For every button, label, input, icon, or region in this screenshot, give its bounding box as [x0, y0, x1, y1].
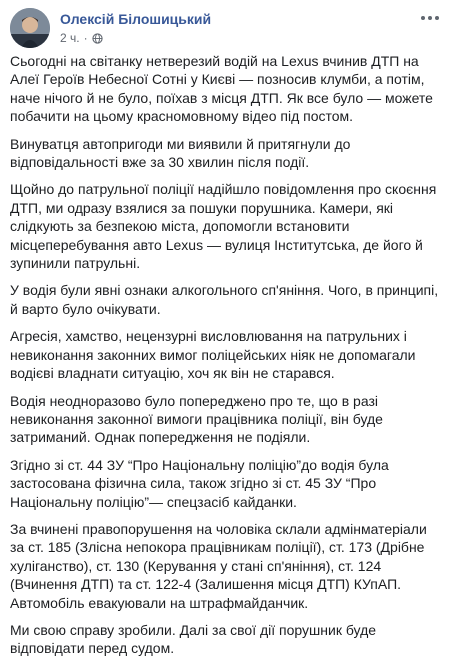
globe-icon[interactable] [92, 33, 103, 44]
post-paragraph: Ми свою справу зробили. Далі за свої дії порушник буде відповідати перед судом. [10, 621, 377, 657]
author-name[interactable]: Олексій Білошицький [60, 11, 212, 27]
more-options-icon[interactable] [418, 10, 442, 26]
post-header [10, 8, 442, 48]
author-avatar[interactable] [10, 8, 50, 48]
post-paragraph: У водія були явні ознаки алкогольного сп'яніння. Чого, в принципі, й варто було очікувати. [10, 282, 439, 317]
post-text [10, 52, 440, 667]
post-paragraph: Згідно зі ст. 44 ЗУ “Про Національну поліцію”до водія була застосована фізична сила, також згідно зі ст. 45 ЗУ “Про Національну поліцію”— спецзасіб кайданки. [10, 456, 389, 510]
post-paragraph: Агресія, хамство, нецензурні висловлювання на патрульних і невиконання законних вимог поліцейських ніяк не допомагали водієві владнати ситуацію, хоч як він не старався. [10, 328, 416, 382]
post-paragraph: Щойно до патрульної поліції надійшло повідомлення про скоєння ДТП, ми одразу взялися за пошуки порушника. Камери, які слідкують за безпекою міста, допомогли встановити місцеперебування авто Lexus — вулиця Інститутська, де його й зупинили патрульні. [10, 181, 437, 272]
post-paragraph: Винуватця автопригоди ми виявили й притягнули до відповідальності вже за 30 хвилин після події. [10, 135, 351, 171]
post-paragraph: Водія неодноразово було попереджено про те, що в разі невиконання законної вимоги працівника поліції, він буде затриманий. Однак попередження не подіяли. [10, 392, 383, 446]
post-time[interactable]: 2 ч. [60, 31, 80, 45]
avatar-image [10, 8, 50, 48]
post-meta: 2 ч. · [60, 31, 103, 45]
post-paragraph: За вчинені правопорушення на чоловіка склали адмінматеріали за ст. 185 (Злісна непокора працівникам поліції), ст. 173 (Дрібне хуліганство), ст. 130 (Керування у стані сп'яніння), ст. 124 (Вчинення ДТП) та ст. 122-4 (Залишення місця ДТП) КУпАП. Автомобіль евакуювали на штрафмайданчик. [10, 520, 427, 611]
post-paragraph: Сьогодні на світанку нетверезий водій на Lexus вчинив ДТП на Алеї Героїв Небесної Сотні у Києві — позносив клумби, а потім, наче нічого й не було, поїхав з місця ДТП. Як все було — можете побачити на цьому красномовному відео під постом. [10, 53, 433, 125]
